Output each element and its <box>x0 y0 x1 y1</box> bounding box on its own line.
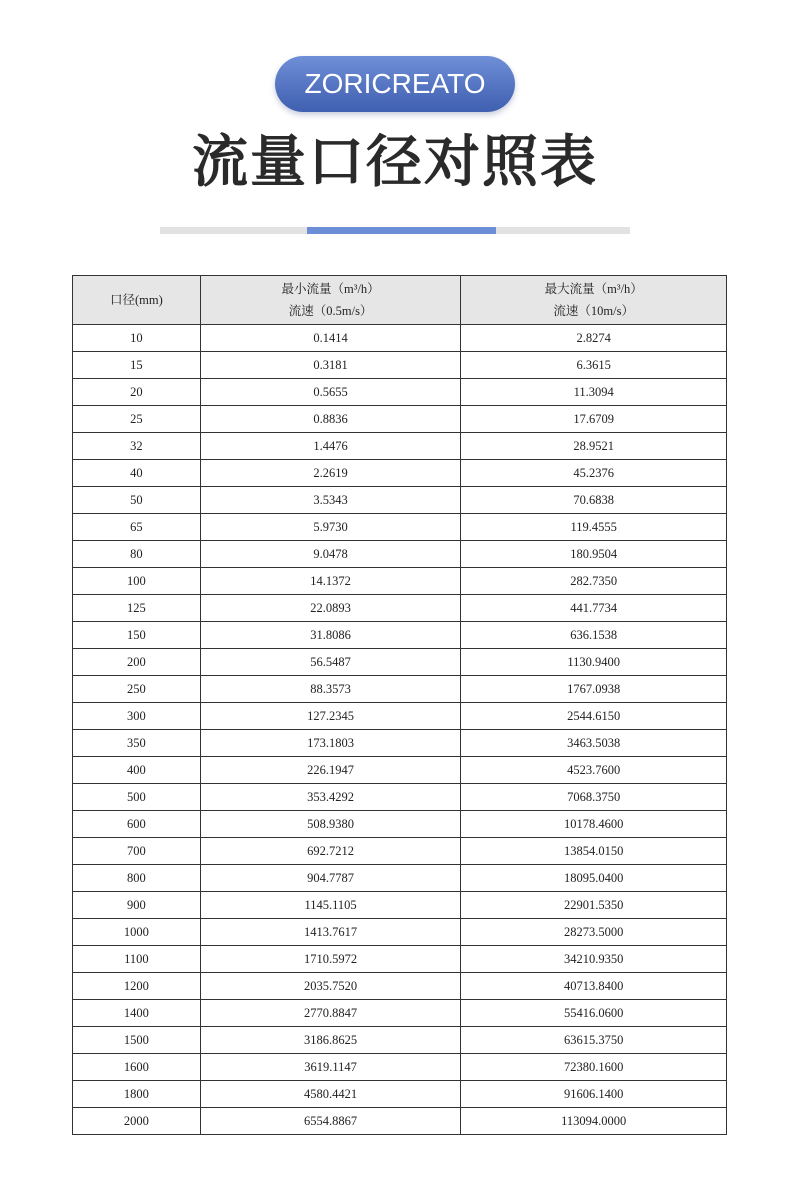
table-row <box>73 325 727 352</box>
cell-min-flow: 1710.5972 <box>200 946 461 973</box>
cell-min-flow: 692.7212 <box>200 838 461 865</box>
page-title: 流量口径对照表 <box>192 130 598 195</box>
table-row <box>73 946 727 973</box>
cell-min-flow: 14.1372 <box>200 568 461 595</box>
cell-max-flow: 10178.4600 <box>461 811 727 838</box>
cell-diameter: 800 <box>73 865 201 892</box>
cell-min-flow: 3186.8625 <box>200 1027 461 1054</box>
table-header-row <box>73 276 727 325</box>
cell-max-flow: 63615.3750 <box>461 1027 727 1054</box>
cell-diameter: 32 <box>73 433 201 460</box>
cell-min-flow: 2035.7520 <box>200 973 461 1000</box>
cell-max-flow: 22901.5350 <box>461 892 727 919</box>
cell-diameter: 1100 <box>73 946 201 973</box>
cell-max-flow: 113094.0000 <box>461 1108 727 1135</box>
table-row <box>73 892 727 919</box>
cell-diameter: 300 <box>73 703 201 730</box>
cell-diameter: 1000 <box>73 919 201 946</box>
table-row <box>73 460 727 487</box>
table-row <box>73 1108 727 1135</box>
cell-diameter: 200 <box>73 649 201 676</box>
cell-diameter: 400 <box>73 757 201 784</box>
cell-max-flow: 34210.9350 <box>461 946 727 973</box>
cell-max-flow: 28.9521 <box>461 433 727 460</box>
cell-diameter: 700 <box>73 838 201 865</box>
cell-diameter: 1800 <box>73 1081 201 1108</box>
table-row <box>73 541 727 568</box>
cell-min-flow: 2770.8847 <box>200 1000 461 1027</box>
header-max-flow-label: 最大流量（m³/h） <box>544 282 643 296</box>
table-row <box>73 487 727 514</box>
cell-min-flow: 1145.1105 <box>200 892 461 919</box>
header-diameter-label: 口径(mm) <box>110 293 163 307</box>
cell-diameter: 15 <box>73 352 201 379</box>
title-divider <box>160 227 630 234</box>
cell-max-flow: 28273.5000 <box>461 919 727 946</box>
cell-min-flow: 6554.8867 <box>200 1108 461 1135</box>
cell-max-flow: 11.3094 <box>461 379 727 406</box>
flow-diameter-table <box>72 275 727 1135</box>
cell-max-flow: 4523.7600 <box>461 757 727 784</box>
cell-max-flow: 17.6709 <box>461 406 727 433</box>
cell-max-flow: 119.4555 <box>461 514 727 541</box>
cell-max-flow: 1130.9400 <box>461 649 727 676</box>
cell-min-flow: 5.9730 <box>200 514 461 541</box>
cell-min-flow: 4580.4421 <box>200 1081 461 1108</box>
cell-min-flow: 0.5655 <box>200 379 461 406</box>
table-row <box>73 406 727 433</box>
header-diameter <box>73 276 201 325</box>
cell-min-flow: 353.4292 <box>200 784 461 811</box>
cell-min-flow: 31.8086 <box>200 622 461 649</box>
cell-max-flow: 636.1538 <box>461 622 727 649</box>
cell-diameter: 65 <box>73 514 201 541</box>
cell-max-flow: 6.3615 <box>461 352 727 379</box>
table-row <box>73 784 727 811</box>
cell-max-flow: 13854.0150 <box>461 838 727 865</box>
cell-diameter: 1500 <box>73 1027 201 1054</box>
cell-max-flow: 45.2376 <box>461 460 727 487</box>
cell-diameter: 250 <box>73 676 201 703</box>
cell-max-flow: 18095.0400 <box>461 865 727 892</box>
cell-max-flow: 91606.1400 <box>461 1081 727 1108</box>
cell-diameter: 80 <box>73 541 201 568</box>
cell-diameter: 125 <box>73 595 201 622</box>
table-row <box>73 1027 727 1054</box>
cell-min-flow: 226.1947 <box>200 757 461 784</box>
table-row <box>73 973 727 1000</box>
cell-diameter: 150 <box>73 622 201 649</box>
table-row <box>73 811 727 838</box>
table-row <box>73 865 727 892</box>
cell-min-flow: 0.1414 <box>200 325 461 352</box>
cell-min-flow: 173.1803 <box>200 730 461 757</box>
cell-min-flow: 0.8836 <box>200 406 461 433</box>
table-row <box>73 1000 727 1027</box>
table-row <box>73 1054 727 1081</box>
header-min-flow-label: 最小流量（m³/h） <box>281 282 380 296</box>
cell-max-flow: 441.7734 <box>461 595 727 622</box>
cell-min-flow: 3619.1147 <box>200 1054 461 1081</box>
cell-diameter: 10 <box>73 325 201 352</box>
cell-diameter: 350 <box>73 730 201 757</box>
cell-max-flow: 55416.0600 <box>461 1000 727 1027</box>
header-max-flow <box>461 276 727 325</box>
header-min-flow-speed: 流速（0.5m/s） <box>288 304 373 318</box>
table-row <box>73 568 727 595</box>
title-divider-accent <box>307 227 496 234</box>
cell-diameter: 1600 <box>73 1054 201 1081</box>
table-row <box>73 838 727 865</box>
cell-min-flow: 9.0478 <box>200 541 461 568</box>
cell-min-flow: 127.2345 <box>200 703 461 730</box>
table-row <box>73 514 727 541</box>
cell-diameter: 1400 <box>73 1000 201 1027</box>
cell-min-flow: 508.9380 <box>200 811 461 838</box>
table-row <box>73 379 727 406</box>
cell-min-flow: 1413.7617 <box>200 919 461 946</box>
cell-max-flow: 3463.5038 <box>461 730 727 757</box>
cell-max-flow: 72380.1600 <box>461 1054 727 1081</box>
cell-min-flow: 0.3181 <box>200 352 461 379</box>
table-row <box>73 703 727 730</box>
cell-max-flow: 282.7350 <box>461 568 727 595</box>
cell-diameter: 600 <box>73 811 201 838</box>
cell-diameter: 2000 <box>73 1108 201 1135</box>
cell-diameter: 100 <box>73 568 201 595</box>
table-row <box>73 433 727 460</box>
cell-max-flow: 7068.3750 <box>461 784 727 811</box>
cell-min-flow: 904.7787 <box>200 865 461 892</box>
cell-diameter: 900 <box>73 892 201 919</box>
table-row <box>73 919 727 946</box>
header-max-flow-speed: 流速（10m/s） <box>553 304 634 318</box>
cell-min-flow: 22.0893 <box>200 595 461 622</box>
header-min-flow <box>200 276 461 325</box>
table-row <box>73 730 727 757</box>
cell-max-flow: 180.9504 <box>461 541 727 568</box>
cell-min-flow: 56.5487 <box>200 649 461 676</box>
table-row <box>73 649 727 676</box>
cell-diameter: 25 <box>73 406 201 433</box>
brand-badge: ZORICREATO <box>275 56 515 112</box>
cell-max-flow: 70.6838 <box>461 487 727 514</box>
table-body <box>73 325 727 1135</box>
cell-max-flow: 2.8274 <box>461 325 727 352</box>
table-row <box>73 622 727 649</box>
table-row <box>73 676 727 703</box>
cell-min-flow: 88.3573 <box>200 676 461 703</box>
table-row <box>73 352 727 379</box>
cell-min-flow: 1.4476 <box>200 433 461 460</box>
cell-diameter: 50 <box>73 487 201 514</box>
cell-max-flow: 2544.6150 <box>461 703 727 730</box>
table-row <box>73 1081 727 1108</box>
cell-diameter: 500 <box>73 784 201 811</box>
cell-diameter: 20 <box>73 379 201 406</box>
cell-diameter: 40 <box>73 460 201 487</box>
table-row <box>73 757 727 784</box>
cell-max-flow: 1767.0938 <box>461 676 727 703</box>
cell-min-flow: 2.2619 <box>200 460 461 487</box>
table-row <box>73 595 727 622</box>
cell-max-flow: 40713.8400 <box>461 973 727 1000</box>
cell-min-flow: 3.5343 <box>200 487 461 514</box>
cell-diameter: 1200 <box>73 973 201 1000</box>
